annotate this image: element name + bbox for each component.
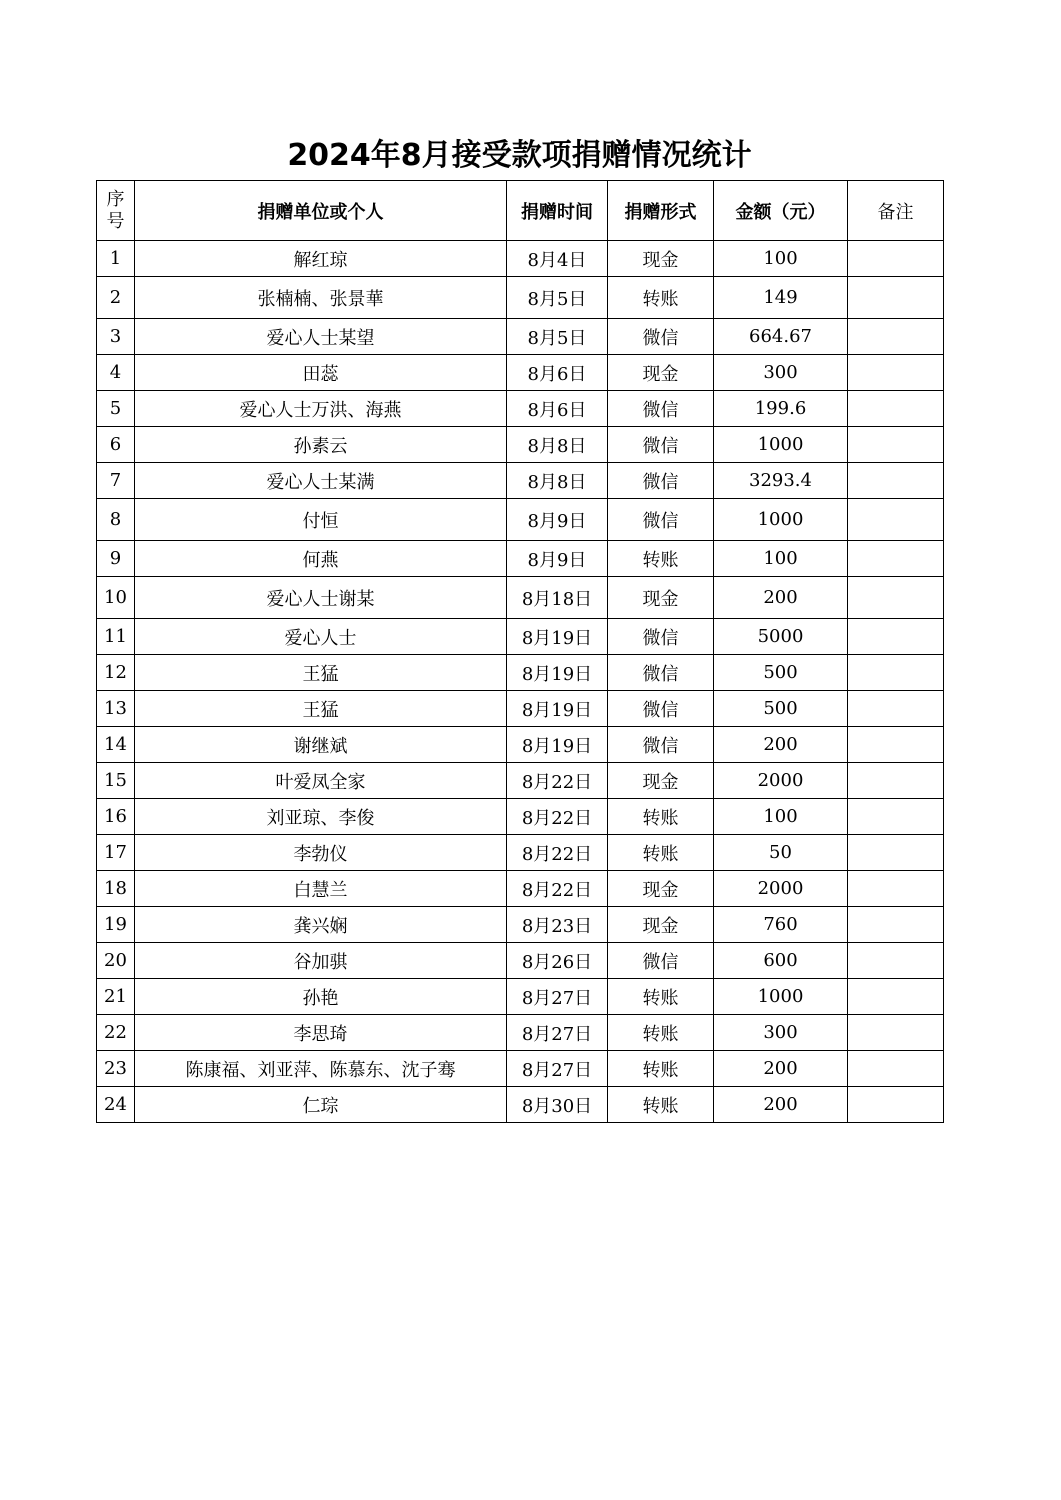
cell-amount: 200 xyxy=(714,577,848,619)
cell-seq: 18 xyxy=(97,871,135,907)
table-row xyxy=(97,763,944,799)
cell-amount: 149 xyxy=(714,277,848,319)
cell-donor: 张楠楠、张景華 xyxy=(135,277,507,319)
cell-donor: 付恒 xyxy=(135,499,507,541)
cell-note xyxy=(848,763,944,799)
cell-date: 8月6日 xyxy=(507,391,608,427)
cell-date: 8月5日 xyxy=(507,319,608,355)
cell-note xyxy=(848,1087,944,1123)
cell-donor: 王猛 xyxy=(135,691,507,727)
cell-date: 8月23日 xyxy=(507,907,608,943)
cell-date: 8月8日 xyxy=(507,463,608,499)
table-row xyxy=(97,1015,944,1051)
cell-method: 微信 xyxy=(608,619,714,655)
table-row xyxy=(97,355,944,391)
cell-note xyxy=(848,541,944,577)
table-row xyxy=(97,907,944,943)
cell-amount: 200 xyxy=(714,1051,848,1087)
cell-seq: 5 xyxy=(97,391,135,427)
table-row xyxy=(97,463,944,499)
cell-note xyxy=(848,907,944,943)
table-row xyxy=(97,799,944,835)
cell-note xyxy=(848,427,944,463)
cell-seq: 17 xyxy=(97,835,135,871)
cell-amount: 1000 xyxy=(714,979,848,1015)
cell-donor: 田蕊 xyxy=(135,355,507,391)
table-row xyxy=(97,427,944,463)
table-row xyxy=(97,655,944,691)
cell-method: 转账 xyxy=(608,1087,714,1123)
cell-date: 8月5日 xyxy=(507,277,608,319)
cell-note xyxy=(848,691,944,727)
cell-seq: 22 xyxy=(97,1015,135,1051)
cell-method: 微信 xyxy=(608,463,714,499)
table-row xyxy=(97,619,944,655)
cell-seq: 19 xyxy=(97,907,135,943)
cell-note xyxy=(848,499,944,541)
cell-seq: 21 xyxy=(97,979,135,1015)
cell-method: 转账 xyxy=(608,541,714,577)
cell-amount: 500 xyxy=(714,691,848,727)
cell-donor: 孙素云 xyxy=(135,427,507,463)
cell-date: 8月22日 xyxy=(507,799,608,835)
table-row xyxy=(97,577,944,619)
table-row xyxy=(97,241,944,277)
cell-seq: 15 xyxy=(97,763,135,799)
cell-date: 8月27日 xyxy=(507,979,608,1015)
cell-amount: 199.6 xyxy=(714,391,848,427)
cell-amount: 200 xyxy=(714,1087,848,1123)
cell-note xyxy=(848,979,944,1015)
donation-table xyxy=(96,180,944,1123)
cell-date: 8月22日 xyxy=(507,763,608,799)
table-body xyxy=(97,241,944,1123)
cell-donor: 解红琼 xyxy=(135,241,507,277)
cell-seq: 12 xyxy=(97,655,135,691)
cell-seq: 20 xyxy=(97,943,135,979)
cell-note xyxy=(848,277,944,319)
cell-seq: 11 xyxy=(97,619,135,655)
cell-amount: 100 xyxy=(714,241,848,277)
cell-seq: 10 xyxy=(97,577,135,619)
cell-amount: 600 xyxy=(714,943,848,979)
cell-donor: 孙艳 xyxy=(135,979,507,1015)
cell-amount: 760 xyxy=(714,907,848,943)
cell-method: 转账 xyxy=(608,835,714,871)
cell-date: 8月27日 xyxy=(507,1015,608,1051)
cell-seq: 16 xyxy=(97,799,135,835)
cell-note xyxy=(848,799,944,835)
cell-donor: 爱心人士某满 xyxy=(135,463,507,499)
cell-method: 微信 xyxy=(608,499,714,541)
cell-method: 现金 xyxy=(608,871,714,907)
cell-method: 微信 xyxy=(608,319,714,355)
cell-amount: 100 xyxy=(714,541,848,577)
cell-method: 现金 xyxy=(608,907,714,943)
cell-seq: 3 xyxy=(97,319,135,355)
table-row xyxy=(97,1087,944,1123)
cell-donor: 何燕 xyxy=(135,541,507,577)
table-row xyxy=(97,691,944,727)
cell-date: 8月19日 xyxy=(507,727,608,763)
header-seq: 序 号 xyxy=(97,181,135,241)
table-row xyxy=(97,871,944,907)
cell-note xyxy=(848,619,944,655)
header-note: 备注 xyxy=(848,181,944,241)
cell-note xyxy=(848,577,944,619)
table-row xyxy=(97,319,944,355)
cell-seq: 24 xyxy=(97,1087,135,1123)
cell-method: 转账 xyxy=(608,277,714,319)
cell-donor: 白慧兰 xyxy=(135,871,507,907)
cell-donor: 谢继斌 xyxy=(135,727,507,763)
cell-amount: 1000 xyxy=(714,427,848,463)
cell-note xyxy=(848,319,944,355)
cell-amount: 1000 xyxy=(714,499,848,541)
cell-method: 转账 xyxy=(608,1051,714,1087)
header-amount: 金额（元） xyxy=(714,181,848,241)
cell-date: 8月18日 xyxy=(507,577,608,619)
cell-method: 转账 xyxy=(608,1015,714,1051)
cell-amount: 664.67 xyxy=(714,319,848,355)
cell-amount: 300 xyxy=(714,355,848,391)
cell-date: 8月27日 xyxy=(507,1051,608,1087)
cell-method: 微信 xyxy=(608,655,714,691)
cell-method: 现金 xyxy=(608,577,714,619)
table-header-row xyxy=(97,181,944,241)
cell-method: 现金 xyxy=(608,241,714,277)
cell-note xyxy=(848,463,944,499)
cell-method: 微信 xyxy=(608,391,714,427)
cell-donor: 龚兴娴 xyxy=(135,907,507,943)
cell-method: 现金 xyxy=(608,355,714,391)
cell-note xyxy=(848,355,944,391)
header-donor: 捐赠单位或个人 xyxy=(135,181,507,241)
cell-method: 现金 xyxy=(608,763,714,799)
cell-donor: 爱心人士 xyxy=(135,619,507,655)
cell-date: 8月19日 xyxy=(507,655,608,691)
table-row xyxy=(97,541,944,577)
table-row xyxy=(97,277,944,319)
cell-donor: 刘亚琼、李俊 xyxy=(135,799,507,835)
cell-donor: 爱心人士某望 xyxy=(135,319,507,355)
cell-donor: 李勃仪 xyxy=(135,835,507,871)
cell-seq: 13 xyxy=(97,691,135,727)
cell-method: 微信 xyxy=(608,943,714,979)
cell-method: 微信 xyxy=(608,691,714,727)
cell-seq: 6 xyxy=(97,427,135,463)
cell-amount: 5000 xyxy=(714,619,848,655)
header-date: 捐赠时间 xyxy=(507,181,608,241)
cell-donor: 李思琦 xyxy=(135,1015,507,1051)
cell-date: 8月9日 xyxy=(507,541,608,577)
cell-donor: 叶爱凤全家 xyxy=(135,763,507,799)
cell-seq: 9 xyxy=(97,541,135,577)
cell-donor: 爱心人士万洪、海燕 xyxy=(135,391,507,427)
cell-note xyxy=(848,241,944,277)
header-method: 捐赠形式 xyxy=(608,181,714,241)
cell-amount: 500 xyxy=(714,655,848,691)
cell-date: 8月22日 xyxy=(507,835,608,871)
cell-amount: 2000 xyxy=(714,871,848,907)
table-row xyxy=(97,835,944,871)
table-row xyxy=(97,727,944,763)
cell-method: 转账 xyxy=(608,979,714,1015)
table-row xyxy=(97,943,944,979)
cell-seq: 8 xyxy=(97,499,135,541)
cell-amount: 200 xyxy=(714,727,848,763)
cell-note xyxy=(848,943,944,979)
cell-donor: 王猛 xyxy=(135,655,507,691)
cell-note xyxy=(848,1015,944,1051)
cell-note xyxy=(848,655,944,691)
cell-date: 8月22日 xyxy=(507,871,608,907)
cell-note xyxy=(848,1051,944,1087)
cell-amount: 3293.4 xyxy=(714,463,848,499)
cell-method: 微信 xyxy=(608,727,714,763)
cell-seq: 7 xyxy=(97,463,135,499)
cell-date: 8月19日 xyxy=(507,619,608,655)
cell-method: 转账 xyxy=(608,799,714,835)
cell-amount: 300 xyxy=(714,1015,848,1051)
table-row xyxy=(97,391,944,427)
cell-date: 8月9日 xyxy=(507,499,608,541)
cell-date: 8月19日 xyxy=(507,691,608,727)
cell-seq: 14 xyxy=(97,727,135,763)
cell-date: 8月6日 xyxy=(507,355,608,391)
cell-date: 8月26日 xyxy=(507,943,608,979)
cell-note xyxy=(848,871,944,907)
cell-amount: 100 xyxy=(714,799,848,835)
cell-amount: 50 xyxy=(714,835,848,871)
cell-donor: 陈康福、刘亚萍、陈慕东、沈子骞 xyxy=(135,1051,507,1087)
cell-seq: 1 xyxy=(97,241,135,277)
page-title: 2024年8月接受款项捐赠情况统计 xyxy=(287,138,752,173)
cell-donor: 谷加骐 xyxy=(135,943,507,979)
cell-date: 8月8日 xyxy=(507,427,608,463)
cell-date: 8月30日 xyxy=(507,1087,608,1123)
cell-amount: 2000 xyxy=(714,763,848,799)
table-row xyxy=(97,1051,944,1087)
cell-seq: 2 xyxy=(97,277,135,319)
cell-seq: 4 xyxy=(97,355,135,391)
cell-seq: 23 xyxy=(97,1051,135,1087)
table-row xyxy=(97,499,944,541)
cell-note xyxy=(848,727,944,763)
cell-date: 8月4日 xyxy=(507,241,608,277)
table-row xyxy=(97,979,944,1015)
cell-donor: 仁琮 xyxy=(135,1087,507,1123)
cell-note xyxy=(848,391,944,427)
cell-donor: 爱心人士谢某 xyxy=(135,577,507,619)
cell-method: 微信 xyxy=(608,427,714,463)
cell-note xyxy=(848,835,944,871)
